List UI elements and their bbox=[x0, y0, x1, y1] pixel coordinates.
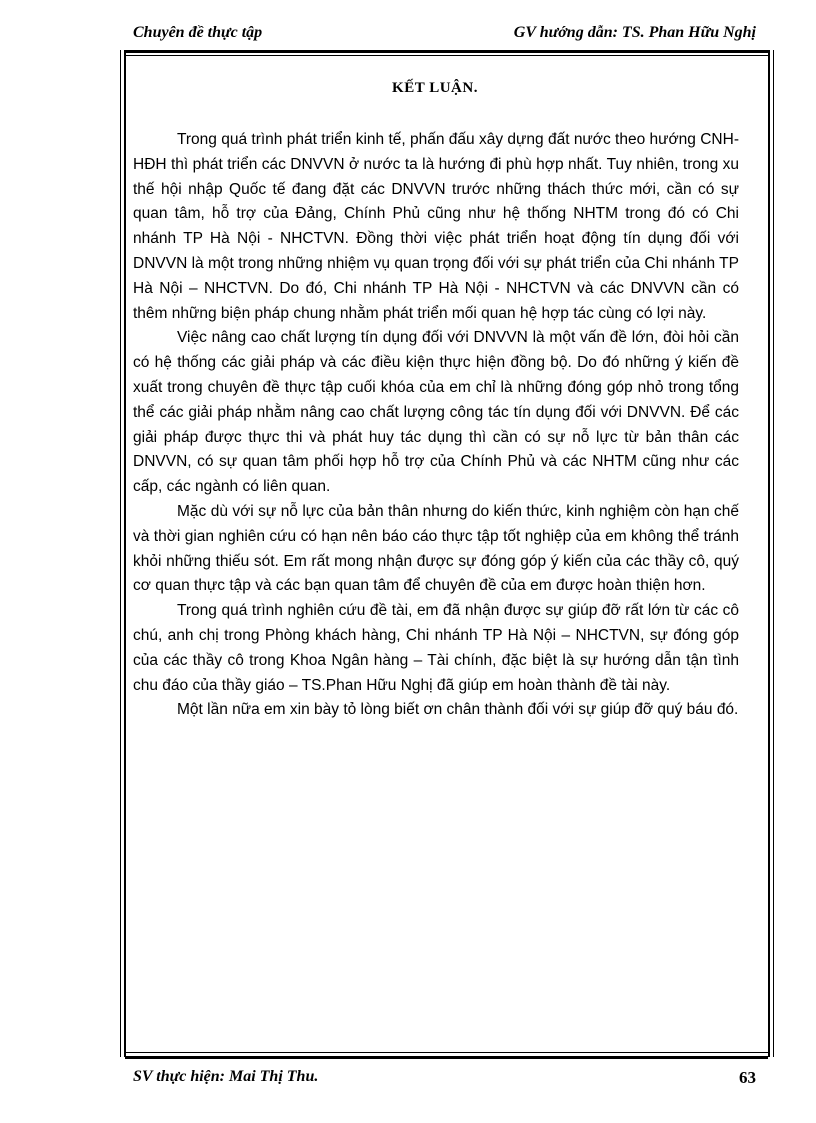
page-number: 63 bbox=[739, 1068, 756, 1087]
frame-left-inner bbox=[124, 50, 126, 1057]
header-rule-thick bbox=[125, 50, 768, 53]
footer-rule-thin bbox=[125, 1052, 768, 1053]
frame-right-outer bbox=[773, 50, 774, 1057]
frame-left-outer bbox=[120, 50, 121, 1057]
footer-student-name: SV thực hiện: Mai Thị Thu. bbox=[133, 1068, 319, 1085]
paragraph-3: Mặc dù với sự nỗ lực của bản thân nhưng do kiến thức, kinh nghiệm còn hạn chế và thời gian nghiên cứu có hạn nên báo cáo thực tập tốt nghiệp của em không thể tránh khỏi những thiếu sót. Em rất mong nhận được sự đóng góp ý kiến của các thầy cô, quý cơ quan thực tập và các bạn quan tâm để chuyên đề của em được hoàn thiện hơn. bbox=[133, 502, 739, 595]
header-course-title: Chuyên đề thực tập bbox=[133, 24, 263, 41]
frame-right-inner bbox=[768, 50, 770, 1057]
paragraph-1: Trong quá trình phát triển kinh tế, phấn đấu xây dựng đất nước theo hướng CNH-HĐH thì phát triển các DNVVN ở nước ta là hướng đi phù hợp nhất. Tuy nhiên, trong xu thế hội nhập Quốc tế đang đặt các DNVVN trước những thách thức mới, cần có sự quan tâm, hỗ trợ của Đảng, Chính Phủ cũng như hệ thống NHTM trong đó có Chi nhánh TP Hà Nội - NHCTVN. Đồng thời việc phát triển hoạt động tín dụng đối với DNVVN là một trong những nhiệm vụ quan trọng đối với sự phát triển của Chi nhánh TP Hà Nội – NHCTVN. Do đó, Chi nhánh TP Hà Nội - NHCTVN và các DNVVN cần có thêm những biện pháp chung nhằm phát triển mối quan hệ hợp tác cùng có lợi này. bbox=[133, 131, 739, 322]
footer-rule-thick bbox=[125, 1056, 768, 1059]
paragraph-4: Trong quá trình nghiên cứu đề tài, em đã nhận được sự giúp đỡ rất lớn từ các cô chú, anh chị trong Phòng khách hàng, Chi nhánh TP Hà Nội – NHCTVN, sự đóng góp của các thầy cô trong Khoa Ngân hàng – Tài chính, đặc biệt là sự hướng dẫn tận tình chu đáo của thầy giáo – TS.Phan Hữu Nghị đã giúp em hoàn thành đề tài này. bbox=[133, 602, 739, 694]
header-supervisor: GV hướng dẫn: TS. Phan Hữu Nghị bbox=[513, 24, 756, 41]
section-title: KẾT LUẬN. bbox=[392, 80, 478, 96]
header-rule-thin bbox=[125, 55, 768, 56]
body-text bbox=[133, 128, 739, 723]
paragraph-5: Một lần nữa em xin bày tỏ lòng biết ơn chân thành đối với sự giúp đỡ quý báu đó. bbox=[177, 701, 739, 719]
paragraph-2: Việc nâng cao chất lượng tín dụng đối với DNVVN là một vấn đề lớn, đòi hỏi cần có hệ thống các giải pháp và các điều kiện thực hiện đồng bộ. Do đó những ý kiến đề xuất trong chuyên đề thực tập cuối khóa của em chỉ là những đóng góp nhỏ trong tổng thể các giải pháp nhằm nâng cao chất lượng công tác tín dụng đối với DNVVN. Để các giải pháp được thực thi và phát huy tác dụng thì cần có sự nỗ lực từ bản thân các DNVVN, có sự quan tâm phối hợp hỗ trợ của Chính Phủ và các NHTM cũng như các cấp, các ngành có liên quan. bbox=[133, 329, 739, 496]
